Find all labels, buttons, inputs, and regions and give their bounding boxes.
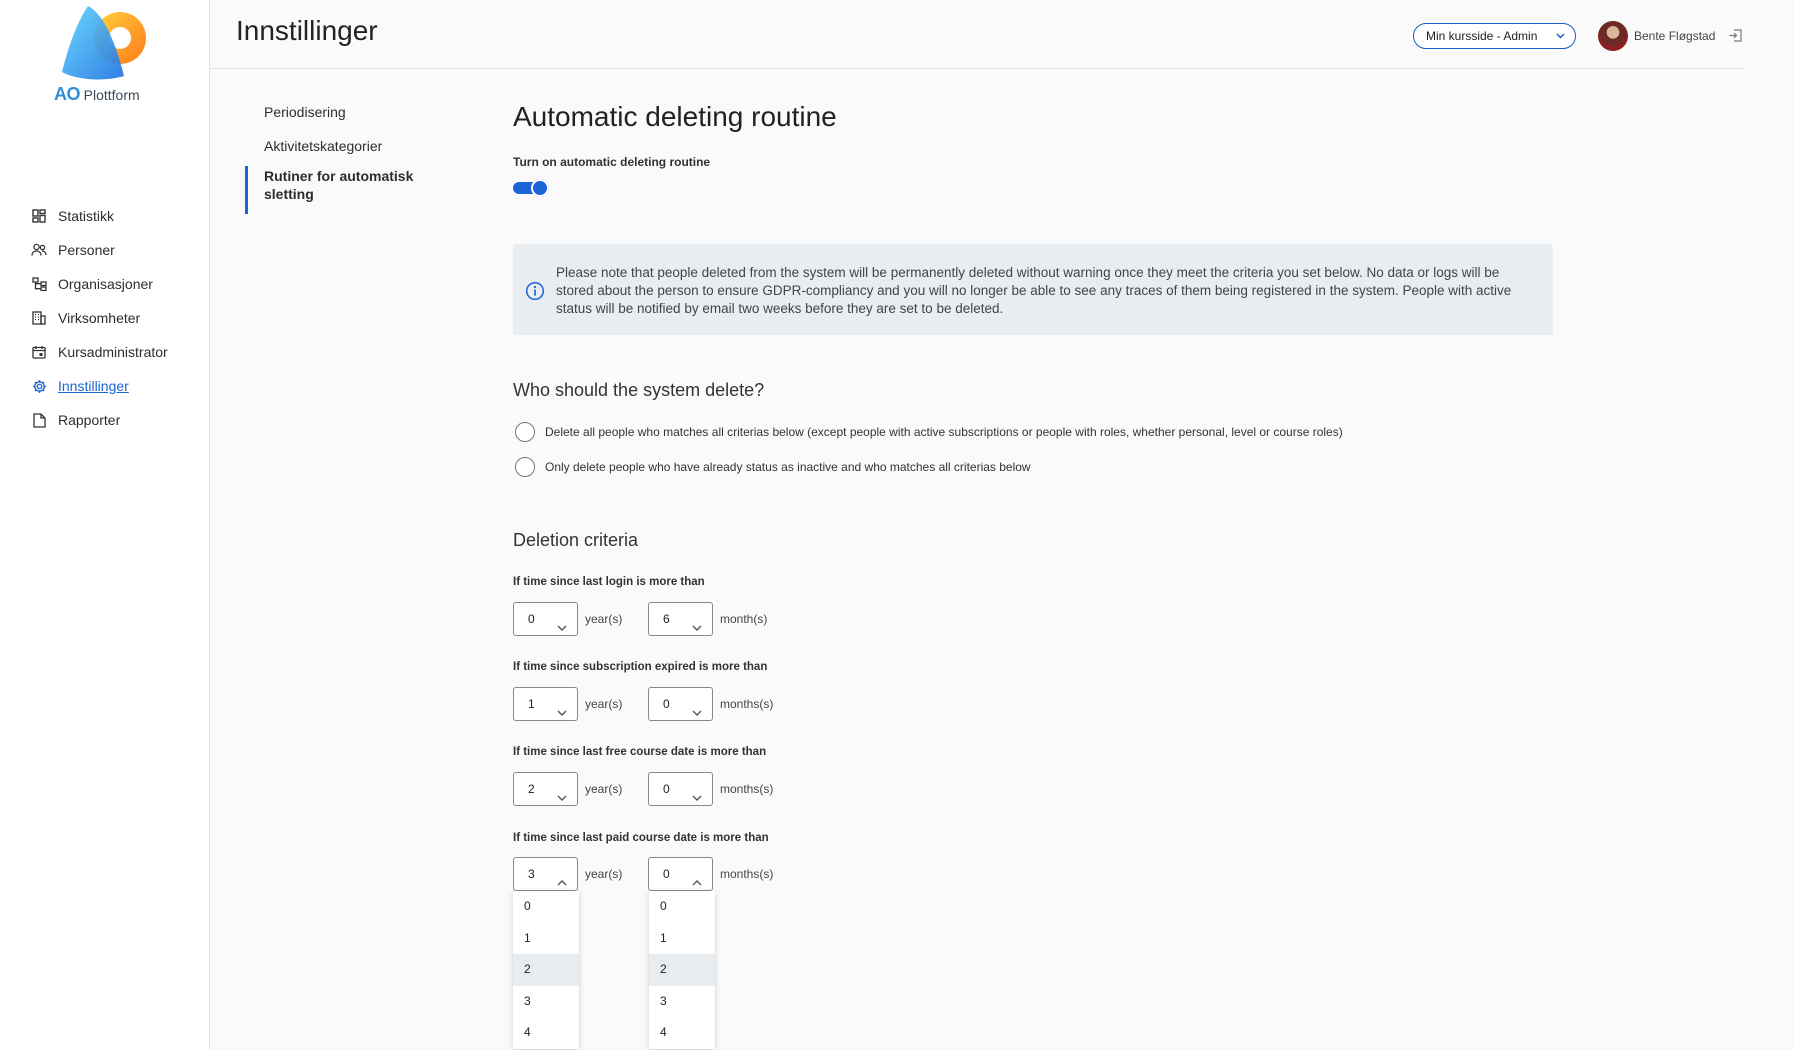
criteria-label-free-course: If time since last free course date is more than (513, 746, 767, 758)
toggle-knob (531, 179, 549, 197)
gdpr-info-box (513, 244, 1553, 335)
sidebar-item-label: Statistikk (58, 208, 115, 224)
sidebar-item-label: Virksomheter (58, 310, 141, 326)
site-select-value: Min kursside - Admin (1426, 29, 1538, 43)
sidebar-item-statistikk[interactable] (0, 199, 210, 233)
sidebar-nav (0, 199, 210, 437)
months-select-login[interactable] (648, 602, 713, 636)
subnav-item-aktivitetskategorier[interactable]: Aktivitetskategorier (264, 138, 383, 154)
dropdown-option[interactable]: 3 (524, 993, 531, 1008)
org-chart-icon (31, 276, 47, 292)
sidebar-item-kursadministrator[interactable] (0, 335, 210, 369)
years-select-login[interactable] (513, 602, 578, 636)
select-value: 6 (663, 612, 670, 626)
dropdown-option[interactable]: 0 (660, 899, 667, 913)
months-dropdown-list (649, 891, 715, 1049)
chevron-down-icon (556, 699, 568, 731)
criteria-label-paid-course: If time since last paid course date is more than (513, 832, 769, 844)
dropdown-option[interactable]: 3 (660, 993, 667, 1008)
select-value: 0 (663, 697, 670, 711)
years-select-free-course[interactable] (513, 772, 578, 806)
criteria-heading: Deletion criteria (513, 530, 639, 550)
dropdown-option[interactable]: 0 (524, 899, 531, 913)
logo-product: Plottform (83, 87, 140, 103)
criteria-label-login: If time since last login is more than (513, 576, 705, 588)
select-value: 0 (663, 867, 670, 881)
years-dropdown-list (513, 891, 579, 1049)
select-value: 3 (528, 867, 535, 881)
chevron-down-icon (691, 614, 703, 646)
month-unit: month(s) (720, 612, 768, 626)
dropdown-option[interactable]: 4 (524, 1025, 531, 1039)
months-select-subscription[interactable] (648, 687, 713, 721)
who-heading: Who should the system delete? (513, 380, 765, 400)
sidebar-item-label: Innstillinger (58, 378, 129, 394)
months-select-free-course[interactable] (648, 772, 713, 806)
document-icon (31, 412, 47, 428)
chevron-down-icon (556, 614, 568, 646)
header (210, 0, 1745, 69)
dropdown-option[interactable]: 4 (660, 1025, 667, 1039)
year-unit: year(s) (585, 612, 623, 626)
user-name: Bente Fløgstad (1634, 29, 1716, 43)
month-unit: months(s) (720, 782, 774, 796)
dropdown-option[interactable]: 1 (524, 930, 531, 945)
select-value: 2 (528, 782, 535, 796)
chevron-down-icon (556, 784, 568, 816)
subnav-item-rutiner-sletting[interactable]: Rutiner for automatisk sletting (264, 168, 414, 202)
section-title: Automatic deleting routine (513, 101, 837, 132)
sidebar-item-label: Organisasjoner (58, 276, 153, 292)
logo[interactable] (52, 4, 162, 104)
page-title: Innstillinger (236, 15, 378, 46)
chevron-down-icon (691, 699, 703, 731)
info-icon (525, 281, 545, 306)
building-icon (31, 310, 47, 326)
radio-delete-inactive[interactable] (513, 457, 1031, 477)
sidebar-item-virksomheter[interactable] (0, 301, 210, 335)
select-value: 0 (528, 612, 535, 626)
dropdown-option-highlighted[interactable]: 2 (513, 954, 579, 986)
radio-label: Delete all people who matches all criterias below (except people with active subscriptions or people with roles, whether personal, level or course roles) (545, 425, 1343, 439)
radio-button[interactable] (515, 422, 535, 442)
sidebar-item-innstillinger[interactable] (0, 369, 210, 403)
year-unit: year(s) (585, 697, 623, 711)
month-unit: months(s) (720, 867, 774, 881)
select-value: 0 (663, 782, 670, 796)
years-select-subscription[interactable] (513, 687, 578, 721)
auto-delete-toggle[interactable] (513, 179, 549, 197)
sidebar (0, 0, 210, 1050)
sidebar-item-label: Rapporter (58, 412, 121, 428)
month-unit: months(s) (720, 697, 774, 711)
sidebar-item-rapporter[interactable] (0, 403, 210, 437)
radio-label: Only delete people who have already status as inactive and who matches all criterias below (545, 460, 1031, 474)
subnav-item-periodisering[interactable]: Periodisering (264, 104, 346, 120)
logout-icon[interactable] (1728, 28, 1743, 48)
logo-brand: AO (54, 84, 80, 104)
avatar[interactable] (1598, 21, 1628, 51)
criteria-label-subscription: If time since subscription expired is more than (513, 661, 768, 673)
years-select-paid-course[interactable] (513, 857, 578, 891)
sidebar-item-label: Kursadministrator (58, 344, 168, 360)
radio-button[interactable] (515, 457, 535, 477)
people-icon (31, 242, 47, 258)
calendar-icon (31, 344, 47, 360)
gear-icon (31, 378, 47, 394)
select-value: 1 (528, 697, 535, 711)
radio-delete-all[interactable] (513, 422, 1343, 442)
months-select-paid-course[interactable] (648, 857, 713, 891)
chevron-down-icon (1555, 30, 1566, 44)
sidebar-item-personer[interactable] (0, 233, 210, 267)
toggle-label: Turn on automatic deleting routine (513, 155, 711, 169)
dropdown-option-highlighted[interactable]: 2 (649, 954, 715, 986)
year-unit: year(s) (585, 867, 623, 881)
sidebar-item-label: Personer (58, 242, 115, 258)
info-text: Please note that people deleted from the system will be permanently deleted without warning once they meet the criteria you set below. No data or logs will be stored about the person to ensure GDPR-compliancy and you will no longer be able to see any traces of them being registered in the system. People with active status will be notified by email two weeks before they are set to be deleted. (556, 265, 1512, 316)
chevron-down-icon (691, 784, 703, 816)
logo-mark-icon (58, 4, 158, 84)
sidebar-item-organisasjoner[interactable] (0, 267, 210, 301)
dashboard-icon (31, 208, 47, 224)
year-unit: year(s) (585, 782, 623, 796)
dropdown-option[interactable]: 1 (660, 930, 667, 945)
site-select[interactable] (1413, 23, 1576, 49)
